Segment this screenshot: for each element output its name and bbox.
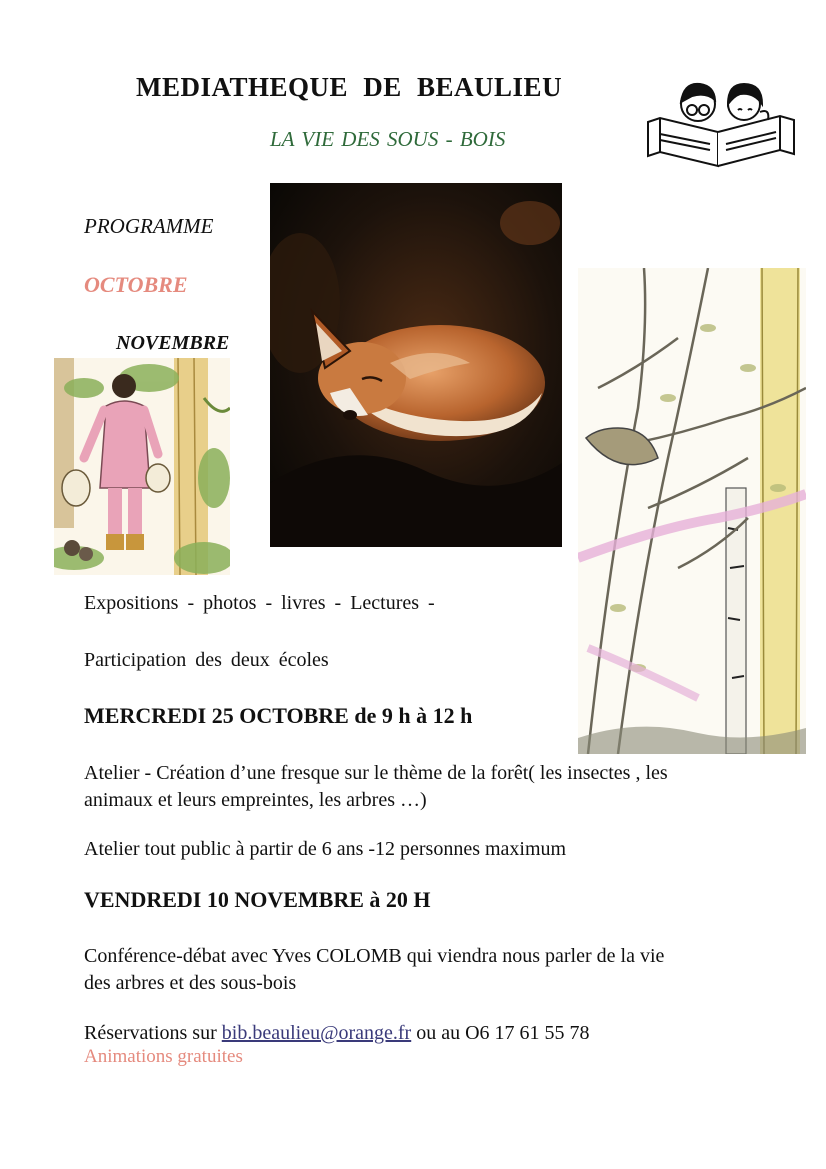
atelier-line-2: animaux et leurs empreintes, les arbres …) [84,789,427,811]
program-label: PROGRAMME [84,214,214,238]
program-month-october: OCTOBRE [84,272,188,297]
event1-date: MERCREDI 25 OCTOBRE de 9 h à 12 h [84,703,473,728]
reservation-email-link[interactable]: bib.beaulieu@orange.fr [221,1022,412,1044]
program-month-november: NOVEMBRE [116,332,230,354]
atelier-line-1: Atelier - Création d’une fresque sur le thème de la forêt( les insectes , les [84,762,668,784]
event2-date: VENDREDI 10 NOVEMBRE à 20 H [84,887,431,912]
page-title: MEDIATHEQUE DE BEAULIEU [136,72,563,102]
atelier-description [84,760,668,814]
reservation-prefix: Réservations sur [84,1022,222,1044]
conference-line-2: des arbres et des sous-bois [84,972,297,994]
expositions-line: Expositions - photos - livres - Lectures - [84,592,435,614]
atelier-public-line: Atelier tout public à partir de 6 ans -12 personnes maximum [84,838,567,860]
girl-in-forest-illustration [54,358,230,575]
trees-and-nest-illustration [578,268,806,754]
page-subtitle: LA VIE DES SOUS - BOIS [270,127,506,151]
reservation-phone: ou au O6 17 61 55 78 [411,1022,590,1044]
free-animations-note: Animations gratuites [84,1046,243,1067]
participation-line: Participation des deux écoles [84,649,329,671]
conference-description [84,943,664,997]
reading-children-logo [640,74,800,174]
sleeping-fox-photo [270,183,562,547]
conference-line-1: Conférence-débat avec Yves COLOMB qui viendra nous parler de la vie [84,945,665,967]
reservation-line [84,1020,590,1047]
